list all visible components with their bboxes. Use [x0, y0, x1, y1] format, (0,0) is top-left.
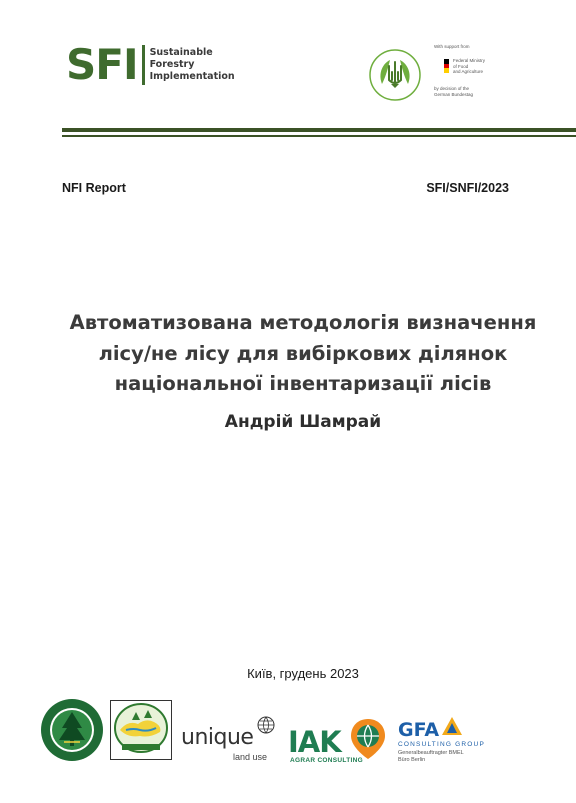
gfa-logo-word: GFA	[398, 719, 440, 741]
gfa-logo-office	[398, 750, 478, 763]
ministry-support-block	[434, 44, 524, 97]
header-rule-thin	[62, 135, 576, 137]
title-line2: лісу/не лісу для вибіркових ділянок	[98, 342, 508, 365]
state-forest-agency-logo-icon	[40, 698, 104, 762]
ministry-line3: and Agriculture	[453, 69, 484, 74]
iak-globe-pin-icon	[350, 718, 386, 760]
sfi-logo-divider	[142, 45, 145, 85]
author-name: Андрій Шамрай	[224, 412, 382, 432]
unique-logo-word: unique	[181, 725, 254, 750]
sfi-name-line1: Sustainable	[149, 47, 213, 58]
trident-leaf-emblem-icon	[368, 48, 422, 102]
iak-logo-sub: AGRAR CONSULTING	[290, 757, 363, 764]
report-code: SFI/SNFI/2023	[426, 181, 509, 195]
support-label: With support from	[434, 44, 470, 49]
decision-line1: by decision of the	[434, 86, 470, 91]
sfi-logo-mark: SFI	[66, 40, 138, 89]
ministry-name	[453, 58, 513, 75]
sfi-name-line2: Forestry	[149, 59, 195, 70]
sfi-name-line3: Implementation	[149, 71, 235, 82]
gfa-office-line1: Generalbeauftragter BMEL	[398, 750, 464, 756]
report-type: NFI Report	[62, 181, 126, 195]
unique-logo-sub: land use	[233, 752, 268, 762]
sfi-logo	[66, 40, 235, 89]
decision-line2: German Bundestag	[434, 91, 474, 97]
gfa-triangle-icon	[441, 716, 463, 736]
ministry-line1: Federal Ministry	[453, 58, 486, 63]
bundestag-decision	[434, 86, 504, 97]
sfi-logo-text	[150, 47, 235, 83]
title-line1: Автоматизована методологія визначення	[69, 311, 537, 334]
ministry-line2: of Food	[453, 63, 469, 69]
german-flag-icon	[444, 59, 449, 73]
forest-institute-logo-icon	[110, 700, 172, 760]
unique-globe-icon	[256, 716, 276, 734]
header-rule-thick	[62, 128, 576, 132]
iak-logo-word: IAK	[288, 725, 341, 759]
gfa-logo-sub: CONSULTING GROUP	[398, 741, 485, 748]
title-line3: національної інвентаризації лісів	[114, 372, 492, 395]
place-date: Київ, грудень 2023	[247, 666, 359, 681]
gfa-office-line2: Büro Berlin	[398, 756, 426, 763]
